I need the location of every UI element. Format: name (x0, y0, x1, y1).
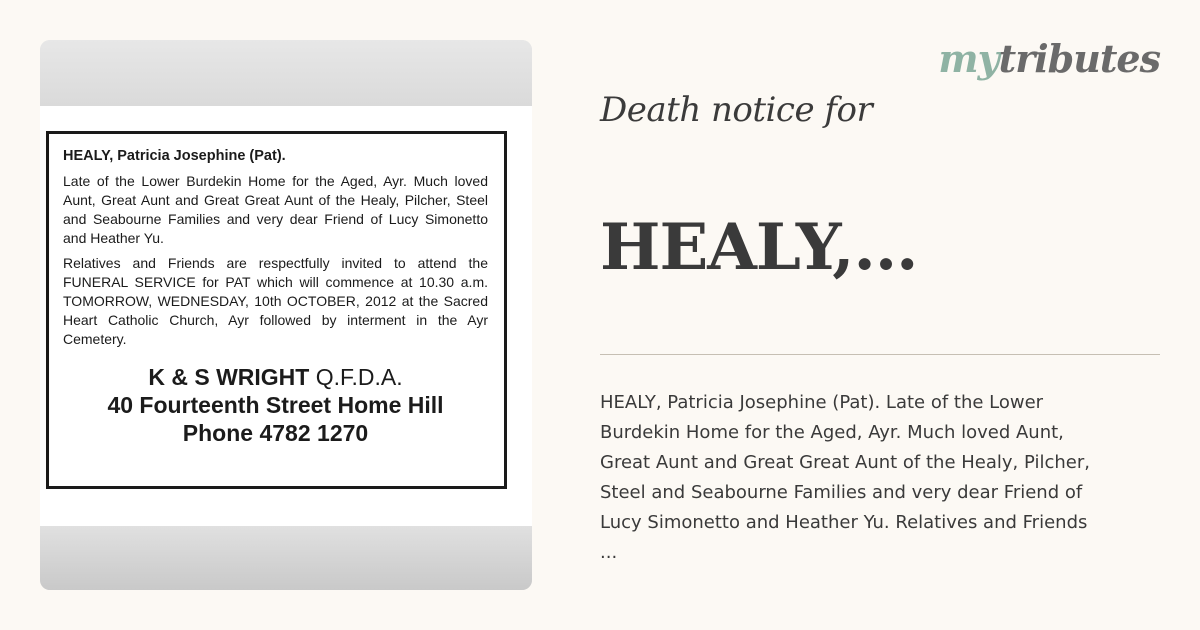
funeral-director-name (63, 363, 488, 391)
notice-image (40, 40, 532, 590)
firm-suffix: Q.F.D.A. (309, 364, 403, 390)
page-heading: Death notice for (600, 90, 873, 130)
notice-name-line: HEALY, Patricia Josephine (Pat). (63, 148, 286, 164)
deceased-name: HEALY,... (600, 210, 918, 285)
image-top-band (40, 40, 532, 106)
notice-paragraph-1: Late of the Lower Burdekin Home for the Aged, Ayr. Much loved Aunt, Great Aunt and Great Great Aunt of the Healy, Pilcher, Steel and Seabourne Families and very dear Friend of Lucy Simonetto and Heather Yu. (63, 173, 488, 246)
notice-summary: HEALY, Patricia Josephine (Pat). Late of the Lower Burdekin Home for the Aged, Ayr. Much loved Aunt, Great Aunt and Great Great Aunt of the Healy, Pilcher, Steel and Seabourne Families and very dear Friend of Lucy Simonetto and Heather Yu. Relatives and Friends ... (600, 392, 1090, 563)
funeral-director-phone: Phone 4782 1270 (182, 420, 369, 446)
notice-paragraph-2: Relatives and Friends are respectfully invited to attend the FUNERAL SERVICE for PAT which will commence at 10.30 a.m. TOMORROW, WEDNESDAY, 10th OCTOBER, 2012 at the Sacred Heart Catholic Church, Ayr followed by interment in the Ayr Cemetery. (63, 255, 488, 347)
logo-my: my (938, 36, 999, 81)
funeral-director-address: 40 Fourteenth Street Home Hill (107, 392, 444, 418)
mytributes-logo[interactable] (938, 36, 1160, 81)
logo-tributes: tributes (998, 36, 1160, 81)
notice-box (46, 131, 507, 489)
image-bottom-band (40, 526, 532, 590)
newspaper-clipping (40, 106, 532, 526)
firm-name: K & S WRIGHT (148, 364, 310, 390)
divider (600, 354, 1160, 355)
